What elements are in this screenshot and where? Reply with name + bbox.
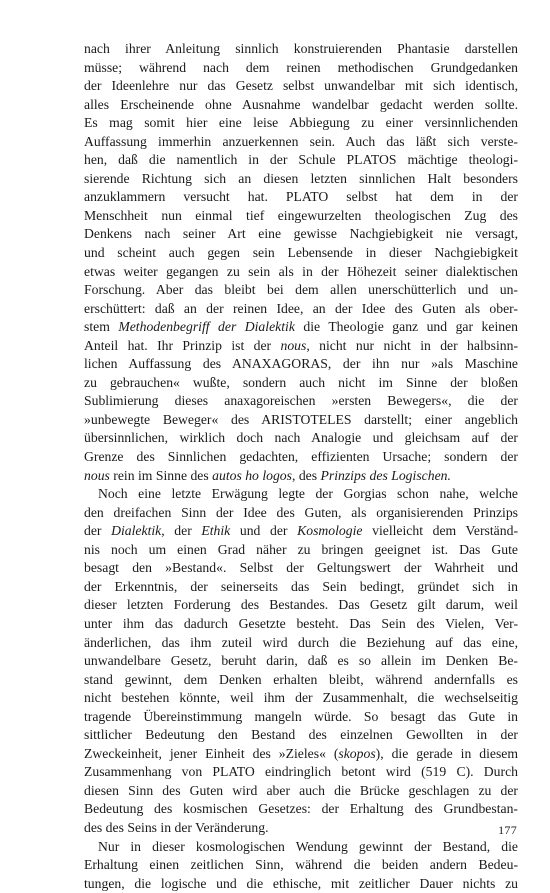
text-line bbox=[84, 485, 518, 504]
text-run: die Theologie ganz und gar keinen bbox=[294, 319, 518, 335]
text-line bbox=[84, 429, 518, 448]
text-run: etwas weiter gegangen zu sein als in der Höhezeit seiner dialektischen bbox=[84, 263, 518, 279]
text-run: ), die gerade in diesem bbox=[375, 745, 518, 761]
text-line bbox=[84, 244, 518, 263]
text-run: , des bbox=[291, 467, 321, 483]
text-line bbox=[84, 522, 518, 541]
text-run: der bbox=[84, 523, 112, 539]
text-run: »unbewegte Beweger« des ARISTOTELES darstellt; einer angeblich bbox=[84, 411, 518, 427]
text-line bbox=[84, 875, 518, 893]
text-line bbox=[84, 578, 518, 597]
italic-term: Methodenbegriff der Dialektik bbox=[118, 319, 295, 335]
text-line bbox=[84, 77, 518, 96]
text-run: anzuklammern versucht hat. PLATO selbst hat dem in der bbox=[84, 189, 518, 205]
paragraph bbox=[84, 40, 518, 485]
text-run: , der bbox=[161, 523, 202, 539]
text-run: der Erkenntnis, der seinerseits das Sein bedingt, gründet sich in bbox=[84, 578, 518, 594]
text-run: , nicht nur nicht in der halbsinn- bbox=[306, 337, 518, 353]
italic-term: nous bbox=[84, 467, 110, 483]
text-line bbox=[84, 337, 518, 356]
text-line bbox=[84, 559, 518, 578]
text-run: Anteil hat. Ihr Prinzip ist der bbox=[84, 337, 281, 353]
text-line bbox=[84, 671, 518, 690]
italic-term: Dialektik bbox=[111, 523, 162, 539]
text-line bbox=[84, 652, 518, 671]
text-line bbox=[84, 467, 518, 486]
text-line bbox=[84, 300, 518, 319]
text-line bbox=[84, 504, 518, 523]
text-run: unter ihm das dadurch Gesetzte besteht. Das Sein des Vielen, Ver- bbox=[84, 615, 518, 631]
text-run: des des Seins in der Veränderung. bbox=[84, 819, 269, 835]
text-line bbox=[84, 263, 518, 282]
text-line bbox=[84, 40, 518, 59]
text-line bbox=[84, 374, 518, 393]
text-run: Erhaltung einen zeitlichen Sinn, während die beiden andern Bedeu- bbox=[84, 857, 518, 873]
text-run: unwandelbare Gesetz, beruht darin, daß es so allein im Denken Be- bbox=[84, 653, 518, 669]
italic-term: skopos bbox=[338, 745, 376, 761]
text-line bbox=[84, 689, 518, 708]
text-run: änderlichen, das ihm zuteil wird durch die Beziehung auf das eine, bbox=[84, 634, 518, 650]
text-run: diesen Sinn des Guten wird aber auch die Brücke geschlagen zu der bbox=[84, 782, 518, 798]
text-run: tragende Übereinstimmung mangeln würde. So besagt das Gute in bbox=[84, 708, 518, 724]
text-run: Forschung. Aber das bleibt bei dem allen unerschütterlich und un- bbox=[84, 282, 518, 298]
text-line bbox=[84, 634, 518, 653]
italic-term: autos ho logos bbox=[212, 467, 292, 483]
text-run: Nur in dieser kosmologischen Wendung gewinnt der Bestand, die bbox=[98, 838, 518, 854]
text-run: sierende Richtung sich an diesen letzten sinnlichen Halt besonders bbox=[84, 170, 518, 186]
text-run: der Ideenlehre nur das Gesetz selbst unwandelbar mit sich identisch, bbox=[84, 78, 518, 94]
text-run: nis noch um einen Grad näher zu bringen geeignet ist. Das Gute bbox=[84, 541, 518, 557]
text-run: Zweckeinheit, jener Einheit des »Zieles« ( bbox=[84, 745, 339, 761]
text-line bbox=[84, 133, 518, 152]
text-line bbox=[84, 151, 518, 170]
text-run: Grenze des Sinnlichen gedachten, effizienten Ursache; sondern der bbox=[84, 449, 518, 465]
italic-term: Kosmologie bbox=[297, 523, 363, 539]
text-run: Bedeutung des kosmischen Gesetzes: der Erhaltung des Grundbestan- bbox=[84, 801, 518, 817]
text-run: rein im Sinne des bbox=[109, 467, 213, 483]
text-run: Auffassung immerhin anzuerkennen sein. Auch das läßt sich verste- bbox=[84, 133, 518, 149]
text-line bbox=[84, 207, 518, 226]
text-run: und scheint auch gegen sein Lebensende in dieser Nachgiebigkeit bbox=[84, 245, 518, 261]
text-line bbox=[84, 541, 518, 560]
text-line bbox=[84, 411, 518, 430]
text-run: Es mag somit hier eine leise Abbiegung zu einer versinnlichenden bbox=[84, 115, 518, 131]
text-line bbox=[84, 318, 518, 337]
text-line bbox=[84, 819, 518, 838]
text-line bbox=[84, 596, 518, 615]
text-run: Noch eine letzte Erwägung legte der Gorgias schon nahe, welche bbox=[98, 486, 518, 502]
text-line bbox=[84, 448, 518, 467]
text-run: stand gewinnt, dem Denken erhalten bleibt, während andernfalls es bbox=[84, 671, 518, 687]
text-line bbox=[84, 188, 518, 207]
text-run: Sublimierung dieses anaxagoreischen »ersten Bewegers«, die der bbox=[84, 393, 518, 409]
text-run: vielleicht dem Verständ- bbox=[362, 523, 518, 539]
text-line bbox=[84, 225, 518, 244]
text-run: lichen Auffassung des ANAXAGORAS, der ihn nur »als Maschine bbox=[84, 356, 518, 372]
text-line bbox=[84, 726, 518, 745]
text-run: den dreifachen Sinn der Idee des Guten, als organisierenden Prinzips bbox=[84, 504, 518, 520]
text-line bbox=[84, 856, 518, 875]
text-line bbox=[84, 838, 518, 857]
page-number: 177 bbox=[498, 823, 517, 837]
text-run: müsse; während nach dem reinen methodischen Grundgedanken bbox=[84, 59, 518, 75]
text-line bbox=[84, 355, 518, 374]
text-run: dieser letzten Forderung des Bestandes. Das Gesetz gilt darum, weil bbox=[84, 597, 518, 613]
paragraph bbox=[84, 838, 518, 893]
text-run: Zusammenhang von PLATO eindringlich betont wird (519 C). Durch bbox=[84, 764, 518, 780]
text-run: besagt den »Bestand«. Selbst der Geltungswert der Wahrheit und bbox=[84, 560, 518, 576]
body-text bbox=[84, 40, 518, 893]
text-line bbox=[84, 96, 518, 115]
text-run: übersinnlichen, wirklich doch nach Analogie und gleichsam auf der bbox=[84, 430, 518, 446]
text-line bbox=[84, 745, 518, 764]
text-run: nicht bestehen könnte, weil ihm der Zusammenhalt, die wechselseitig bbox=[84, 690, 518, 706]
text-line bbox=[84, 800, 518, 819]
text-run: alles Erscheinende ohne Ausnahme wandelbar gedacht werden sollte. bbox=[84, 96, 518, 112]
text-line bbox=[84, 763, 518, 782]
text-line bbox=[84, 782, 518, 801]
text-line bbox=[84, 59, 518, 78]
text-line bbox=[84, 392, 518, 411]
text-run: stem bbox=[84, 319, 119, 335]
text-run: nach ihrer Anleitung sinnlich konstruierenden Phantasie darstellen bbox=[84, 41, 518, 56]
text-run: erschüttert: daß an der reinen Idee, an der Idee des Guten als ober- bbox=[84, 300, 518, 316]
text-run: tungen, die logische und die ethische, mit zeitlicher Dauer nichts zu bbox=[84, 875, 518, 891]
italic-term: Ethik bbox=[201, 523, 231, 539]
text-line bbox=[84, 170, 518, 189]
paragraph bbox=[84, 485, 518, 837]
text-line bbox=[84, 615, 518, 634]
text-run: Denkens nach seiner Art eine gewisse Nachgiebigkeit nie versagt, bbox=[84, 226, 518, 242]
text-run: Menschheit nun einmal tief eingewurzelten theologischen Zug des bbox=[84, 207, 518, 223]
text-line bbox=[84, 114, 518, 133]
text-run: hen, daß die namentlich in der Schule PLATOS mächtige theologi- bbox=[84, 152, 518, 168]
italic-term: Prinzips des Logischen. bbox=[320, 467, 451, 483]
text-line bbox=[84, 281, 518, 300]
italic-term: nous bbox=[280, 337, 307, 353]
text-run: und der bbox=[230, 523, 298, 539]
text-line bbox=[84, 708, 518, 727]
text-run: zu gebrauchen« wußte, sondern auch nicht im Sinne der bloßen bbox=[84, 374, 518, 390]
text-run: sittlicher Bedeutung den Bestand des einzelnen Gewollten in der bbox=[84, 727, 518, 743]
